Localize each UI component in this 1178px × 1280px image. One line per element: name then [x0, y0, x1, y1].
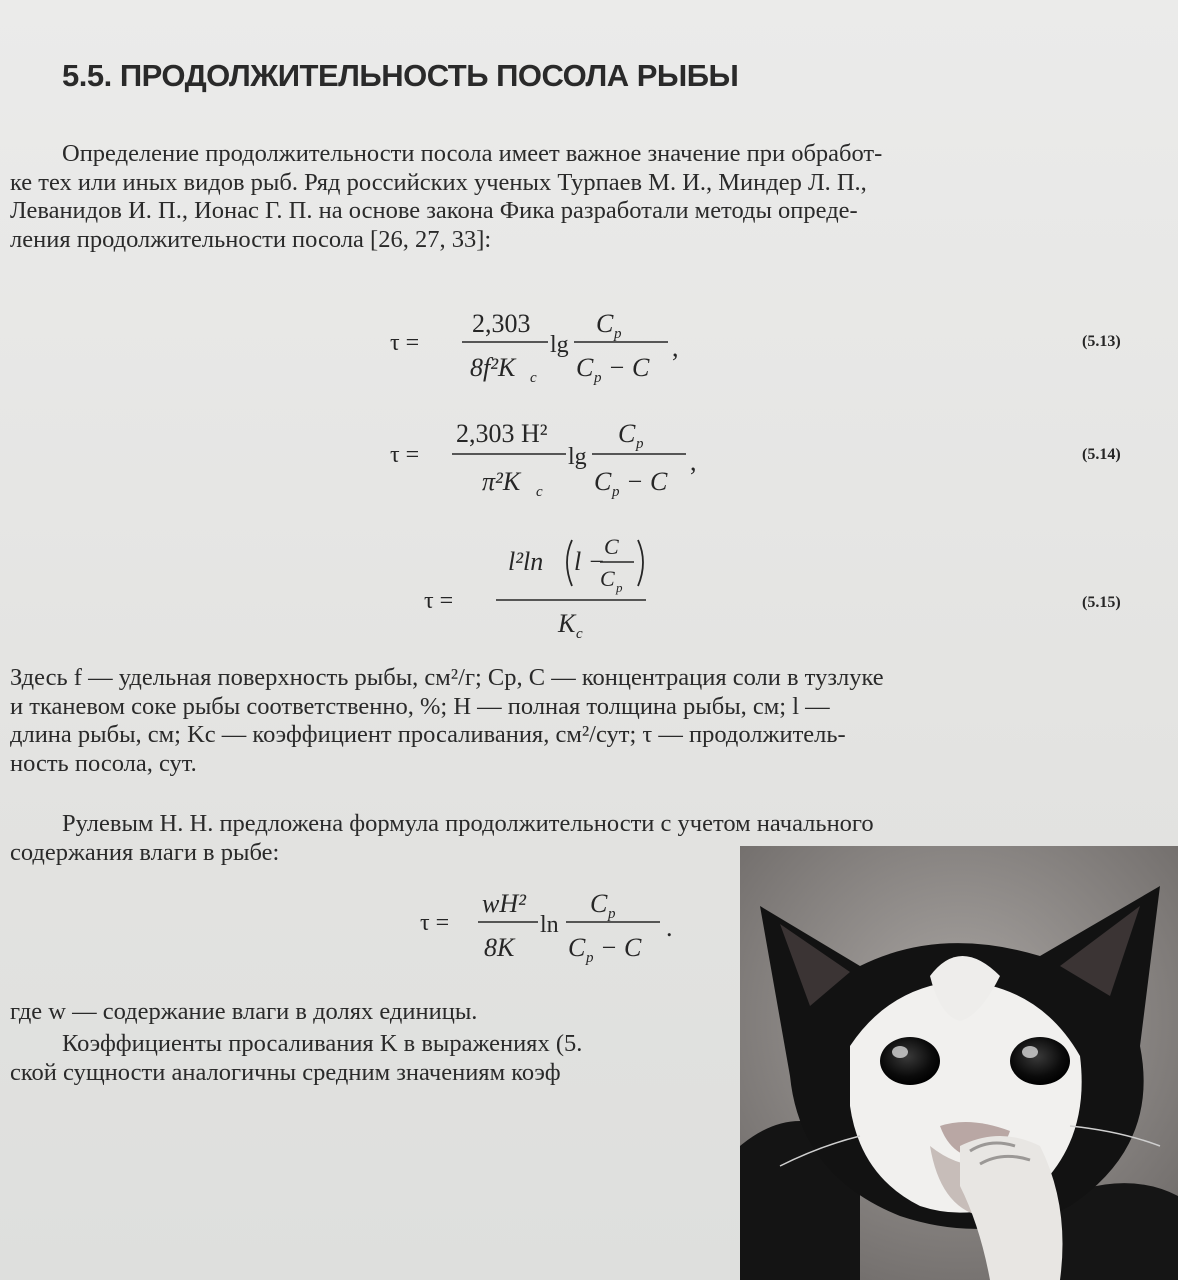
formula-5-14 — [390, 410, 720, 513]
formula-tail: , — [672, 333, 679, 362]
ratio-numerator-sub: p — [608, 906, 616, 922]
equation-number: (5.13) — [1082, 333, 1121, 350]
coefficients-paragraph — [10, 1030, 740, 1087]
definitions-line: ность посола, сут. — [10, 749, 197, 777]
intro-line: Определение продолжительности посола имеет важное значение при обработ- — [62, 140, 883, 167]
where-line: где w — содержание влаги в долях единицы. — [10, 998, 478, 1025]
intro-line: ления продолжительности посола [26, 27, 33]: — [10, 225, 492, 253]
formula-denominator-sub: c — [536, 484, 543, 500]
intro-line: Леванидов И. П., Ионас Г. П. на основе закона Фика разработали методы опреде- — [10, 197, 858, 225]
intro-paragraph — [10, 140, 1140, 254]
inner-denominator-sub: p — [616, 580, 623, 595]
formula-5-14-svg — [390, 410, 720, 506]
formula-tail: . — [666, 913, 673, 942]
inner-numerator: C — [604, 534, 619, 559]
formula-tail: , — [690, 447, 697, 476]
formula-function: lg — [568, 444, 587, 470]
rulev-line: Рулевым Н. Н. предложена формула продолжительности с учетом начального — [62, 810, 874, 837]
inner-denominator: C — [600, 566, 615, 591]
definitions-line: и тканевом соке рыбы соответственно, %; H — полная толщина рыбы, см; l — — [10, 692, 830, 720]
right-paren — [638, 540, 643, 586]
ratio-numerator: C — [618, 419, 636, 448]
formula-rulev-svg — [420, 880, 710, 970]
crying-cat-photo — [740, 846, 1178, 1280]
left-eye-shine — [892, 1046, 908, 1058]
ratio-denominator-sub: p — [586, 950, 594, 966]
definitions-paragraph — [10, 664, 1140, 778]
ratio-denominator-sub: p — [612, 484, 620, 500]
formula-5-13-svg — [390, 300, 710, 390]
ratio-numerator: C — [590, 889, 608, 918]
ratio-denominator: C — [576, 353, 594, 382]
formula-lhs: τ = — [390, 330, 420, 356]
right-eye — [1010, 1037, 1070, 1085]
formula-5-15-svg — [424, 520, 684, 646]
right-eye-shine — [1022, 1046, 1038, 1058]
intro-line: ке тех или иных видов рыб. Ряд российских ученых Турпаев М. И., Миндер Л. П., — [10, 168, 867, 196]
formula-denominator-sub: c — [530, 370, 537, 386]
inner-term: l − — [574, 547, 606, 576]
formula-denominator: 8K — [484, 933, 515, 962]
left-paren — [567, 540, 572, 586]
formula-rulev — [420, 880, 710, 977]
equation-number: (5.14) — [1082, 446, 1121, 463]
coefficients-line: Коэффициенты просаливания K в выражениях (5. — [62, 1030, 583, 1057]
coefficients-line: ской сущности аналогичны средним значениям коэф — [10, 1058, 561, 1086]
ratio-denominator: C — [568, 933, 586, 962]
formula-denominator: K — [558, 609, 576, 638]
formula-lhs: τ = — [390, 442, 420, 468]
ratio-denominator-tail: − C — [600, 933, 642, 962]
formula-5-13 — [390, 300, 710, 397]
rulev-line: содержания влаги в рыбе: — [10, 838, 280, 866]
formula-function: ln — [540, 912, 559, 938]
formula-denominator: 8f²K — [470, 353, 516, 382]
ratio-denominator-tail: − C — [626, 467, 668, 496]
formula-numerator: wH² — [482, 889, 526, 918]
formula-numerator: l²ln — [508, 547, 544, 576]
definitions-line: Здесь f — удельная поверхность рыбы, см²/г; Cp, C — концентрация соли в тузлуке — [10, 664, 884, 691]
ratio-numerator: C — [596, 309, 614, 338]
ratio-denominator: C — [594, 467, 612, 496]
ratio-numerator-sub: p — [614, 326, 622, 342]
formula-numerator: 2,303 — [472, 309, 531, 338]
definitions-line: длина рыбы, см; Kc — коэффициент просаливания, см²/сут; τ — продолжитель- — [10, 721, 846, 749]
formula-function: lg — [550, 332, 569, 358]
formula-5-15 — [424, 520, 684, 653]
ratio-numerator-sub: p — [636, 436, 644, 452]
left-eye — [880, 1037, 940, 1085]
formula-lhs: τ = — [420, 910, 450, 936]
ratio-denominator-sub: p — [594, 370, 602, 386]
formula-lhs: τ = — [424, 588, 454, 614]
ratio-denominator-tail: − C — [608, 353, 650, 382]
formula-denominator-sub: c — [576, 626, 583, 642]
formula-denominator: π²K — [482, 467, 521, 496]
formula-numerator: 2,303 H² — [456, 419, 548, 448]
equation-number: (5.15) — [1082, 594, 1121, 611]
cat-illustration — [740, 846, 1178, 1280]
section-title: 5.5. ПРОДОЛЖИТЕЛЬНОСТЬ ПОСОЛА РЫБЫ — [62, 58, 739, 93]
